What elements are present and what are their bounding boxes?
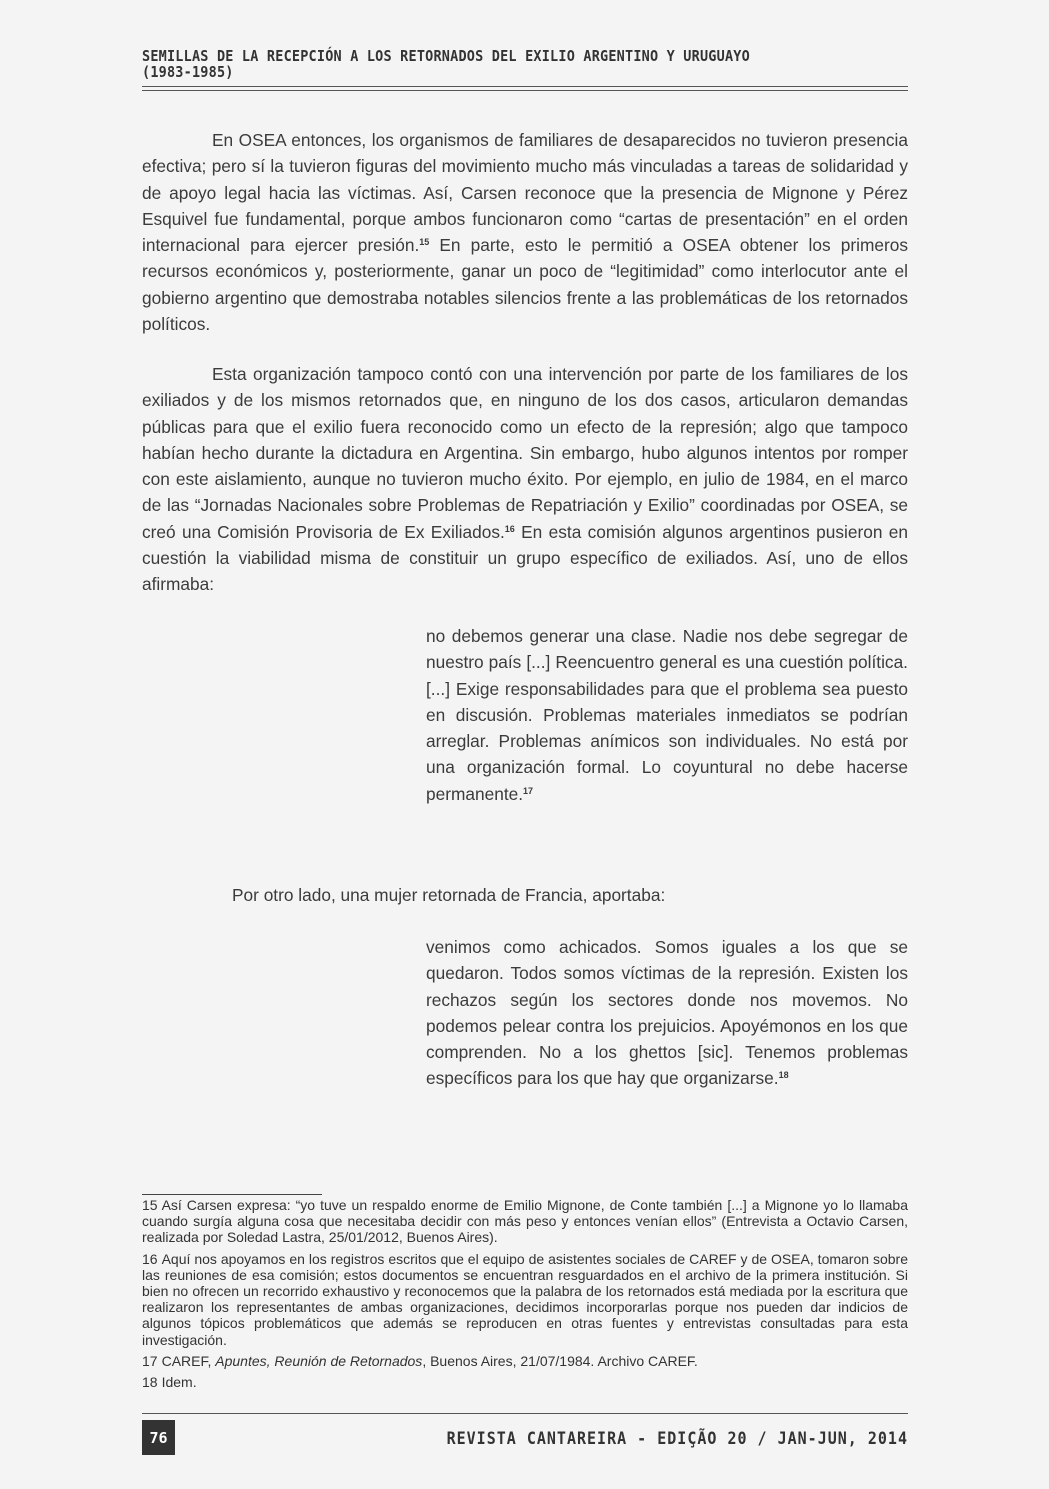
footnote-15: [142, 1197, 908, 1246]
paragraph-2-cont: En esta comisión algunos argentinos pusieron en cuestión la viabilidad misma de constituir un grupo específico de exiliados. Así, uno de ellos afirmaba:: [142, 521, 908, 595]
footnote-ref-16[interactable]: 16: [504, 523, 515, 534]
paragraph-1-cont: En parte, esto le permitió a OSEA obtener los primeros recursos económicos y, posteriormente, ganar un poco de “legitimidad” como interlocutor ante el gobierno argentino que demostraba notables silencios frente a las problemáticas de los retornados políticos.: [142, 235, 908, 335]
footnote-17: [142, 1353, 908, 1369]
header-title-line1: SEMILLAS DE LA RECEPCIÓN A LOS RETORNADOS DEL EXILIO ARGENTINO Y URUGUAYO: [142, 48, 750, 66]
footnote-17-number: 17: [142, 1352, 158, 1369]
block-quote-1-text: no debemos generar una clase. Nadie nos debe segregar de nuestro país [...] Reencuentro general es una cuestión política. [...] Exige responsabilidades para que el problema sea puesto en discusión. Problemas materiales inmediatos se podrían arreglar. Problemas anímicos son individuales. No está por una organización formal. Lo coyuntural no debe hacerse permanente.: [426, 626, 908, 804]
journal-name: REVISTA CANTAREIRA - EDIÇÃO 20 / JAN-JUN, 2014: [446, 1428, 908, 1449]
paragraph-1: [142, 127, 908, 337]
block-quote-2-text: venimos como achicados. Somos iguales a los que se quedaron. Todos somos víctimas de la represión. Existen los rechazos según los sectores donde nos movemos. No podemos pelear contra los prejuicios. Apoyémonos en los que comprenden. No a los ghettos [sic]. Tenemos problemas específicos para los que hay que organizarse.: [426, 937, 908, 1089]
paragraph-2: [142, 361, 908, 598]
header-rule-top: [142, 86, 908, 87]
paragraph-2-text: Esta organización tampoco contó con una intervención por parte de los familiares de los exiliados y de los mismos retornados que, en ninguno de los dos casos, articularon demandas públicas para que el exilio fuera reconocido como un efecto de la represión; algo que tampoco habían hecho durante la dictadura en Argentina. Sin embargo, hubo algunos intentos por romper con este aislamiento, aunque no tuvieron mucho éxito. Por ejemplo, en julio de 1984, en el marco de las “Jornadas Nacionales sobre Problemas de Repatriación y Exilio” coordinadas por OSEA, se creó una Comisión Provisoria de Ex Exiliados.: [142, 364, 908, 542]
footnote-ref-18[interactable]: 18: [778, 1070, 789, 1081]
footnote-ref-17[interactable]: 17: [523, 785, 534, 796]
footer-rule: [142, 1413, 908, 1414]
footnote-separator: [142, 1194, 322, 1195]
footnote-16-text: Aquí nos apoyamos en los registros escritos que el equipo de asistentes sociales de CAREF y de OSEA, tomaron sobre las reuniones de esa comisión; estos documentos se encuentran resguardados en el archivo de la primera institución. Si bien no ofrecen un recorrido exhaustivo y reconocemos que la palabra de los retornados está mediada por la escritura que realizaron los representantes de ambas organizaciones, decidimos incorporarlas porque nos pueden dar indicios de algunos tópicos problemáticos que además se reproducen en otras fuentes y entrevistas consultadas para esta investigación.: [142, 1250, 908, 1348]
footnote-15-number: 15: [142, 1197, 158, 1213]
footnote-17-pre: CAREF,: [161, 1352, 216, 1369]
footnote-15-text: Así Carsen expresa: “yo tuve un respaldo enorme de Emilio Mignone, de Conte también [...] a Mignone yo lo llamaba cuando surgía alguna cosa que necesitaba decidir con más peso y entonces venían ellos” (Entrevista a Octavio Carsen, realizada por Soledad Lastra, 25/01/2012, Buenos Aires).: [142, 1197, 908, 1246]
footnote-ref-15[interactable]: 15: [419, 237, 430, 248]
running-header: [142, 48, 908, 80]
footnote-18-number: 18: [142, 1374, 158, 1391]
footnote-17-title: Apuntes, Reunión de Retornados: [215, 1352, 423, 1369]
footnote-17-post: , Buenos Aires, 21/07/1984. Archivo CAREF.: [422, 1352, 698, 1369]
page-number: 76: [142, 1420, 175, 1455]
paragraph-1-text: En OSEA entonces, los organismos de familiares de desaparecidos no tuvieron presencia efectiva; pero sí la tuvieron figuras del movimiento mucho más vinculadas a tareas de solidaridad y de apoyo legal hacia las víctimas. Así, Carsen reconoce que la presencia de Mignone y Pérez Esquivel fue fundamental, porque ambos funcionaron como “cartas de presentación” en el orden internacional para ejercer presión.: [142, 130, 908, 256]
footnotes: [142, 1197, 908, 1395]
footnote-16-number: 16: [142, 1250, 158, 1267]
header-rule-bottom: [142, 90, 908, 91]
footnote-18: [142, 1374, 908, 1390]
footnote-16: [142, 1251, 908, 1348]
block-quote-1: [426, 623, 908, 807]
paragraph-3: Por otro lado, una mujer retornada de Francia, aportaba:: [232, 885, 666, 905]
header-title-line2: (1983-1985): [142, 64, 234, 82]
footnote-18-text: Idem.: [161, 1374, 197, 1391]
block-quote-2: [426, 934, 908, 1092]
